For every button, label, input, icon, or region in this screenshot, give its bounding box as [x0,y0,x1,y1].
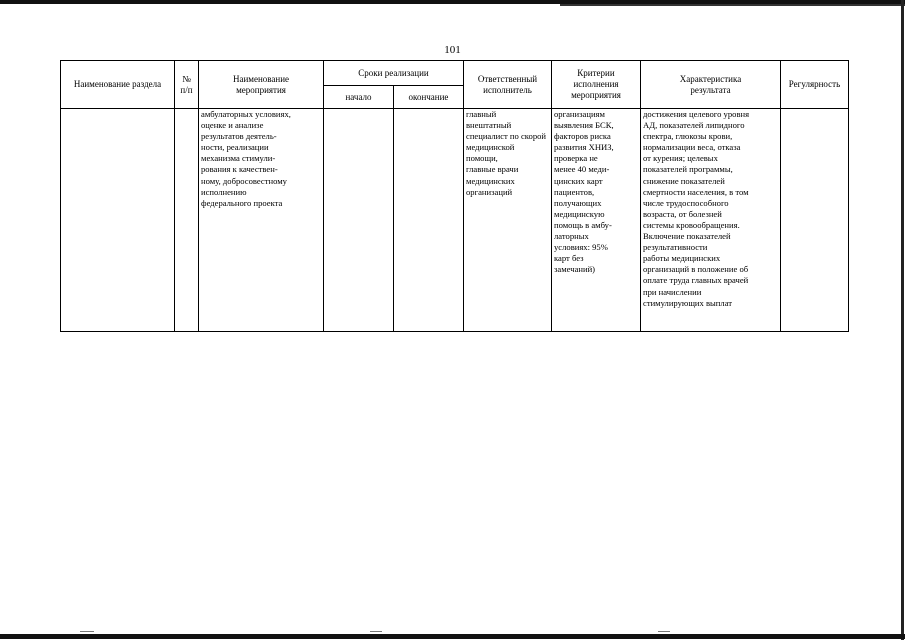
scan-edge-right [901,0,904,640]
table-row [61,109,849,332]
header-result-description: Характеристика результата [641,61,781,109]
cell-end [394,109,464,332]
header-end: окончание [394,86,464,109]
cell-measure-name: амбулаторных условиях, оценке и анализе результатов деятель- ности, реализации механизма стимули- рования к качествен- ному, добросовестному исполнению федерального проекта [199,109,324,332]
footer-mark [80,631,94,632]
footer-mark [658,631,670,632]
header-number: № п/п [175,61,199,109]
footer-mark [370,631,382,632]
cell-result-description: достижения целевого уровня АД, показателей липидного спектра, глюкозы крови, нормализации веса, отказа от курения; целевых показателей программы, снижение показателей смертности населения, в том числе трудоспособного возраста, от болезней системы кровообращения. Включение показателей результативности работы медицинских организаций в положение об оплате труда главных врачей при начислении стимулирующих выплат [641,109,781,332]
measures-table [60,60,849,332]
header-row-top [61,61,849,86]
header-section-name: Наименование раздела [61,61,175,109]
header-start: начало [324,86,394,109]
header-measure-name: Наименование мероприятия [199,61,324,109]
scan-edge-bottom [0,634,905,639]
cell-criteria: организациям выявления БСК, факторов риска развития ХНИЗ, проверка не менее 40 меди- цинских карт пациентов, получающих медицинскую помощь в амбу- латорных условиях: 95% карт без замечаний) [552,109,641,332]
header-deadlines: Сроки реализации [324,61,464,86]
header-criteria: Критерии исполнения мероприятия [552,61,641,109]
header-responsible: Ответственный исполнитель [464,61,552,109]
cell-start [324,109,394,332]
cell-responsible: главный внештатный специалист по скорой медицинской помощи, главные врачи медицинских организаций [464,109,552,332]
cell-section-name [61,109,175,332]
page-number: 101 [444,44,461,56]
cell-regularity [781,109,849,332]
scan-edge-top-secondary [560,4,905,6]
cell-number [175,109,199,332]
header-regularity: Регулярность [781,61,849,109]
